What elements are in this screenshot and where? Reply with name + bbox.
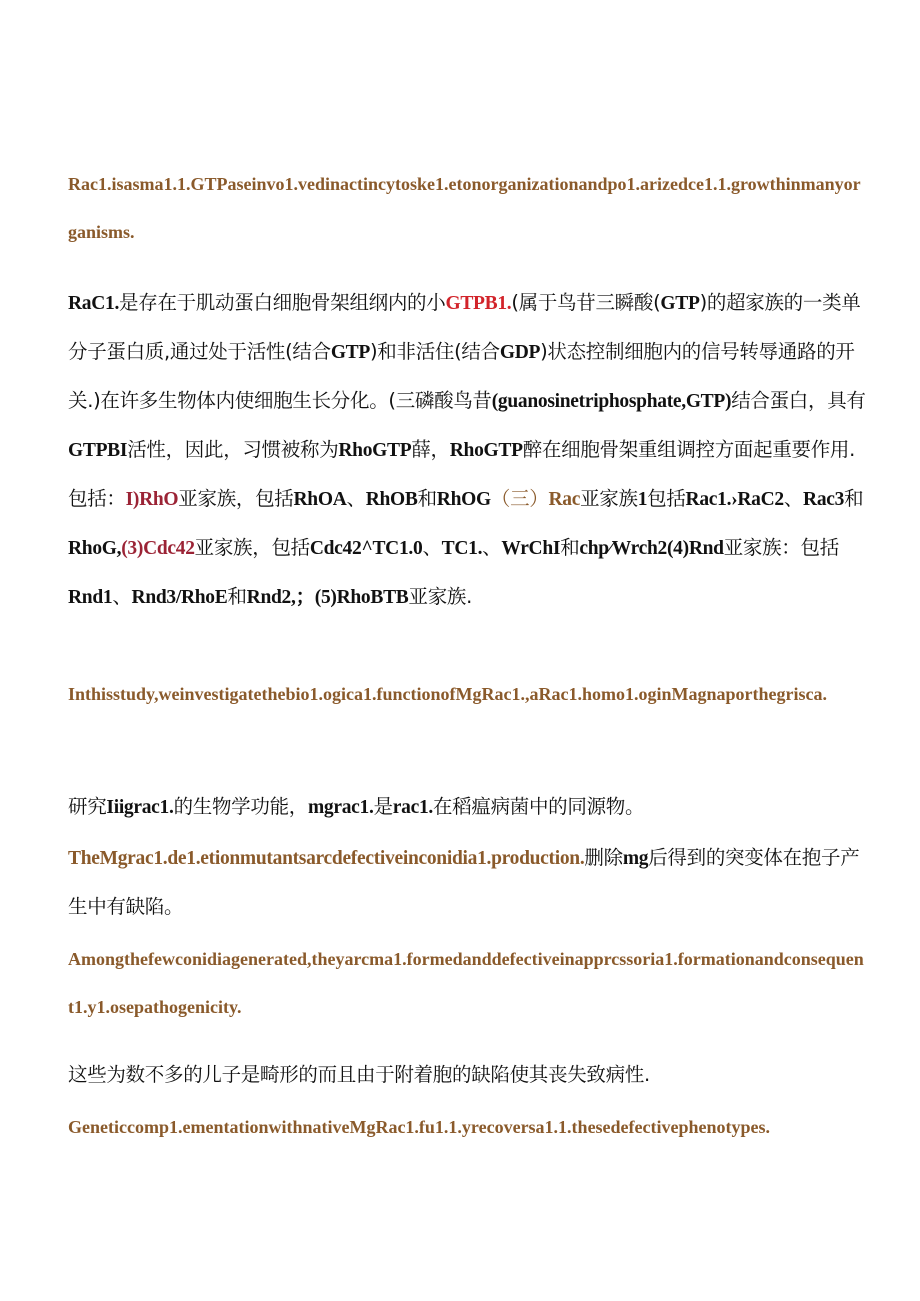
text-run: GTP [330, 342, 370, 363]
paragraph-english-1: Rac1.isasma1.1.GTPaseinvo1.vedinactincytoske1.etonorganizationandpo1.arizedce1.1.growthinmanyorganisms. [68, 174, 861, 242]
highlight-cdc42: (3)Cdc42 [121, 538, 195, 559]
text-run: 和 [560, 536, 580, 559]
text-run: 1 [637, 489, 648, 510]
text-run: 、 [422, 536, 442, 559]
text-run: 包括 [647, 487, 686, 510]
text-run: mgrac1. [307, 797, 374, 818]
text-run: RhoGTP [449, 440, 523, 461]
paragraph-chinese-2 [68, 783, 868, 832]
text-run: TC1. [441, 538, 483, 559]
text-run: WrChI [501, 538, 561, 559]
text-run: )状态控制细胞内的信号转辱通路的开关.)在许多生物体内使细胞生长分化。(三磷酸鸟昔 [68, 340, 855, 412]
text-run: 和 [417, 487, 437, 510]
text-run: GDP [499, 342, 541, 363]
text-run: 、 [112, 585, 132, 608]
text-run: (guanosinetriphosphate,GTP) [491, 391, 732, 412]
text-run: 后得到的突变体在抱子产生中有缺陷。 [68, 846, 860, 918]
text-run: 研究 [68, 795, 107, 818]
highlight-rho: I)RhO [125, 489, 179, 510]
highlight-three: （三） [490, 487, 549, 510]
text-run: 亚家族. [408, 585, 473, 608]
text-run: 亚家族，包括 [194, 536, 310, 559]
text-run: 、 [482, 536, 502, 559]
text-run: Cdc42^TC1.0 [309, 538, 423, 559]
text-run: Rac3 [803, 489, 845, 510]
text-run: 是 [373, 795, 393, 818]
text-run: )的超家族的一类单分子蛋白质,通过处于活性(结合 [68, 291, 861, 363]
paragraph-chinese-1 [68, 279, 868, 622]
paragraph-english-4: Geneticcomp1.ementationwithnativeMgRac1.fu1.1.yrecoversa1.1.thesedefectivephenotypes. [68, 1117, 771, 1137]
text-run: (属于鸟苷三瞬酸( [511, 291, 661, 314]
text-run: 亚家族 [580, 487, 638, 510]
text-run: 醉在细胞骨架重组调控方面起重要作用.包括： [68, 438, 856, 510]
text-run: 和 [227, 585, 247, 608]
text-run: mg [622, 848, 649, 869]
text-run: RhoGTP [338, 440, 412, 461]
text-run: 结合蛋白，具有 [731, 389, 866, 412]
text-run: 和 [844, 487, 864, 510]
text-run: GTPBI [68, 440, 128, 461]
text-run: 、 [346, 487, 366, 510]
text-run: GTP [660, 293, 700, 314]
text-run: RhOG [436, 489, 491, 510]
text-run: 薛， [411, 438, 450, 461]
text-run: rac1. [392, 797, 433, 818]
text-run: 亚家族：包括 [723, 536, 839, 559]
text-run: Rnd3/RhoE [131, 587, 228, 608]
text-run: RhOA [293, 489, 347, 510]
text-run: 删除 [584, 846, 623, 869]
text-run: )和非活住(结合 [370, 340, 500, 363]
text-run: Rnd1 [68, 587, 113, 608]
paragraph-mixed-3 [68, 834, 868, 931]
text-run: chp∕Wrch2(4)Rnd [579, 538, 724, 559]
english-sentence: TheMgrac1.de1.etionmutantsarcdefectiveinconidia1.production. [68, 848, 585, 869]
paragraph-english-3: Amongthefewconidiagenerated,theyarcma1.formedanddefectiveinapprcssoria1.formationandconsequent1.y1.osepathogenicity. [68, 949, 864, 1017]
highlight-gtpb1: GTPB1. [445, 293, 512, 314]
text-run: Iiigrac1. [106, 797, 174, 818]
paragraph-chinese-4: 这些为数不多的儿子是畸形的而且由于附着胞的缺陷使其丧失致病性. [68, 1063, 650, 1086]
text-run: Rnd2,；(5)RhoBTB [246, 587, 409, 608]
text-run: 的生物学功能， [173, 795, 308, 818]
text-run: 亚家族，包括 [178, 487, 294, 510]
text-run: RhoG, [68, 538, 122, 559]
paragraph-english-2: Inthisstudy,weinvestigatethebio1.ogica1.functionofMgRac1.,aRac1.homo1.oginMagnaporthegrisca. [68, 684, 827, 704]
text-run: 、 [783, 487, 804, 510]
text-run: RaC1. [68, 293, 120, 314]
text-run: 是存在于肌动蛋白细胞骨架组纲内的小 [119, 291, 446, 314]
text-run: Rac1.›RaC2 [685, 489, 784, 510]
text-run: 在稻瘟病菌中的同源物。 [432, 795, 645, 818]
text-run: 活性，因此，习惯被称为 [127, 438, 339, 461]
text-run: RhOB [365, 489, 418, 510]
highlight-rac: Rac [548, 489, 581, 510]
